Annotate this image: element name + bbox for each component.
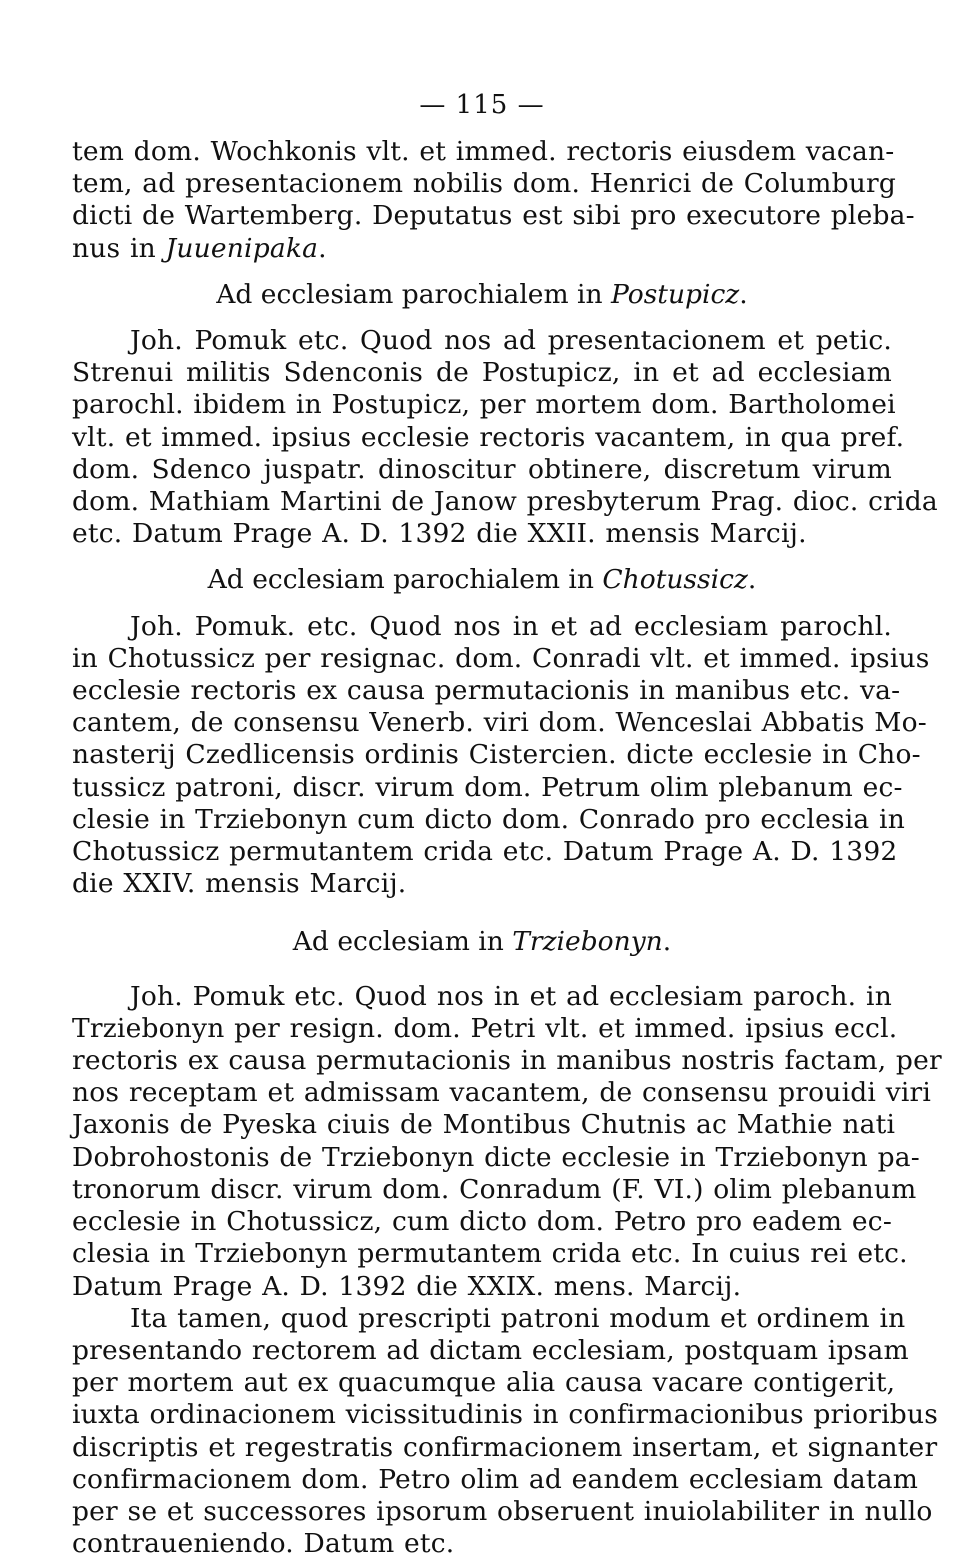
text-line: Strenui militis Sdenconis de Postupicz, in et ad ecclesiam: [72, 357, 892, 389]
text-line: Trziebonyn per resign. dom. Petri vlt. et immed. ipsius eccl.: [72, 1012, 898, 1044]
text-line: confirmacionem dom. Petro olim ad eandem ecclesiam datam: [72, 1463, 919, 1495]
section-heading-postupicz: [72, 279, 892, 311]
text-line: per se et successores ipsorum obseruent inuiolabiliter in nullo: [72, 1495, 933, 1527]
text-line: discriptis et regestratis confirmacionem insertam, et signanter: [72, 1431, 938, 1463]
heading-text: Ad ecclesiam parochialem in: [216, 278, 611, 310]
page-number: — 115 —: [419, 90, 545, 120]
text-line: contraueniendo. Datum etc.: [72, 1528, 455, 1560]
heading-text: .: [747, 564, 757, 596]
text-run: .: [318, 232, 327, 264]
paragraph-2: [72, 325, 938, 550]
paragraph-1: [72, 136, 915, 265]
text-line: tronorum discr. virum dom. Conradum (F. VI.) olim plebanum: [72, 1173, 917, 1205]
text-line: per mortem aut ex quacumque alia causa vacare contigerit,: [72, 1367, 896, 1399]
text-line: tem, ad presentacionem nobilis dom. Henrici de Columburg: [72, 168, 897, 200]
paragraph-4: [72, 980, 942, 1303]
text-line: [72, 233, 892, 265]
text-line: dom. Sdenco juspatr. dinoscitur obtinere, discretum virum: [72, 453, 892, 485]
text-line: iuxta ordinacionem vicissitudinis in confirmacionibus prioribus: [72, 1399, 939, 1431]
text-line: clesia in Trziebonyn permutantem crida etc. In cuius rei etc.: [72, 1238, 908, 1270]
text-line: in Chotussicz per resignac. dom. Conradi vlt. et immed. ipsius: [72, 642, 930, 674]
text-line: Ita tamen, quod prescripti patroni modum et ordinem in: [130, 1302, 906, 1334]
text-line: nasterij Czedlicensis ordinis Cistercien. dicte ecclesie in Cho-: [72, 739, 921, 771]
heading-text: Ad ecclesiam parochialem in: [207, 564, 603, 596]
text-line: Joh. Pomuk. etc. Quod nos in et ad ecclesiam parochl.: [130, 610, 892, 642]
heading-text: .: [739, 278, 748, 310]
text-line: tem dom. Wochkonis vlt. et immed. rectoris eiusdem vacan-: [72, 136, 895, 167]
text-line: Joh. Pomuk etc. Quod nos in et ad ecclesiam paroch. in: [130, 980, 892, 1012]
text-line: Dobrohostonis de Trziebonyn dicte ecclesie in Trziebonyn pa-: [72, 1141, 920, 1173]
place-name-chotussicz: Chotussicz: [602, 564, 748, 596]
text-line: die XXIV. mensis Marcij.: [72, 868, 407, 900]
text-run: nus in: [72, 232, 166, 264]
section-heading-chotussicz: [72, 564, 892, 596]
text-line: vlt. et immed. ipsius ecclesie rectoris vacantem, in qua pref.: [72, 421, 905, 453]
text-line: rectoris ex causa permutacionis in manibus nostris factam, per: [72, 1045, 942, 1077]
place-name-juuenipaka: Juuenipaka: [165, 232, 319, 264]
heading-text: Ad ecclesiam in: [292, 926, 513, 958]
text-line: presentando rectorem ad dictam ecclesiam, postquam ipsam: [72, 1334, 909, 1366]
text-line: nos receptam et admissam vacantem, de consensu prouidi viri: [72, 1077, 932, 1109]
section-heading-trziebonyn: [72, 926, 892, 958]
text-line: etc. Datum Prage A. D. 1392 die XXII. mensis Marcij.: [72, 518, 807, 550]
place-name-trziebonyn: Trziebonyn: [512, 926, 663, 958]
text-line: Datum Prage A. D. 1392 die XXIX. mens. Marcij.: [72, 1270, 742, 1302]
text-line: dom. Mathiam Martini de Janow presbyterum Prag. dioc. crida: [72, 486, 938, 518]
place-name-postupicz: Postupicz: [611, 278, 740, 310]
text-line: ecclesie in Chotussicz, cum dicto dom. Petro pro eadem ec-: [72, 1206, 892, 1238]
text-line: cantem, de consensu Venerb. viri dom. Wenceslai Abbatis Mo-: [72, 707, 927, 739]
paragraph-5: [72, 1302, 939, 1560]
text-line: clesie in Trziebonyn cum dicto dom. Conrado pro ecclesia in: [72, 803, 905, 835]
text-line: Jaxonis de Pyeska ciuis de Montibus Chutnis ac Mathie nati: [72, 1109, 896, 1141]
text-line: ecclesie rectoris ex causa permutacionis in manibus etc. va-: [72, 675, 901, 707]
heading-text: .: [662, 926, 672, 958]
document-page: [72, 88, 942, 1560]
text-line: parochl. ibidem in Postupicz, per mortem dom. Bartholomei: [72, 389, 896, 421]
text-line: dicti de Wartemberg. Deputatus est sibi pro executore pleba-: [72, 200, 915, 232]
paragraph-3: [72, 610, 930, 901]
text-line: Joh. Pomuk etc. Quod nos ad presentacionem et petic.: [130, 325, 892, 357]
text-line: Chotussicz permutantem crida etc. Datum Prage A. D. 1392: [72, 836, 898, 868]
text-line: tussicz patroni, discr. virum dom. Petrum olim plebanum ec-: [72, 771, 903, 803]
